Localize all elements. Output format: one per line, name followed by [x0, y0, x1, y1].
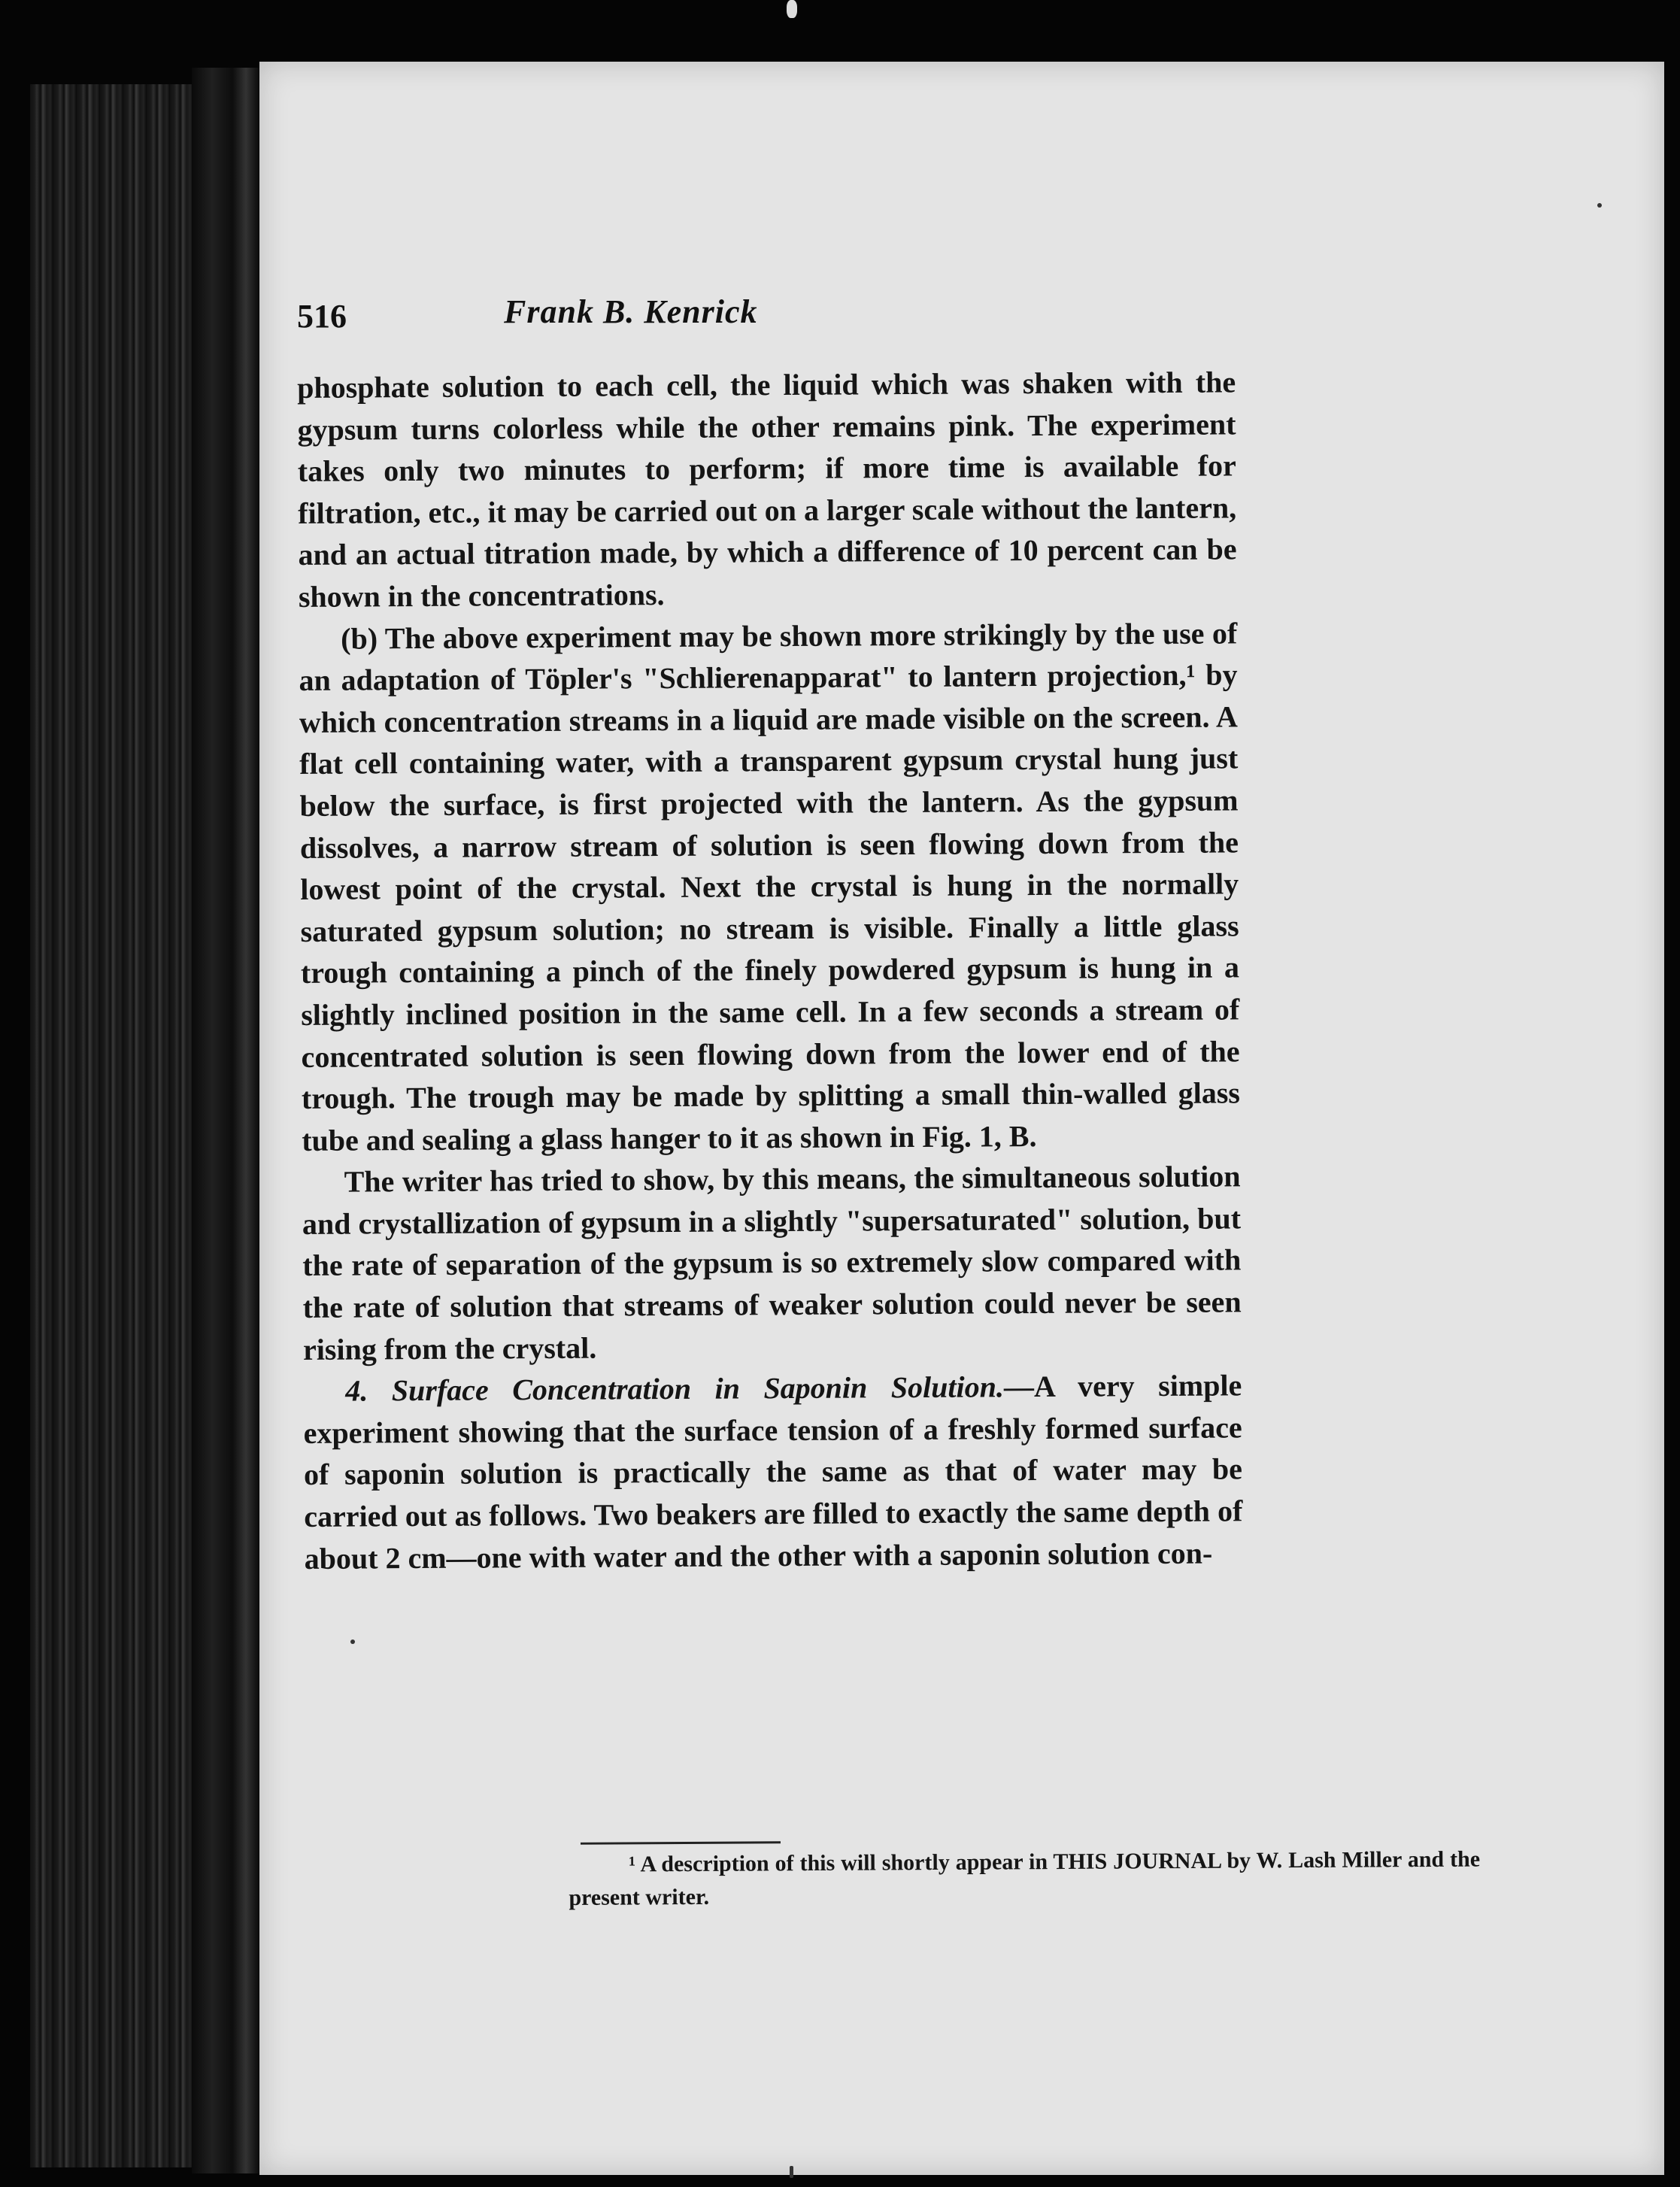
running-head: Frank B. Kenrick	[504, 293, 758, 330]
scan-fleck	[350, 1639, 355, 1644]
paragraph-4-text: —A very simple experiment showing that the surface tension of a freshly formed surface of saponin solution is practically the same as that of water may be carried out as follows. Two beakers are filled to exactly the same depth of about 2 cm—one with water and the other with a saponin solution con-	[303, 1368, 1243, 1576]
page-header	[297, 293, 1124, 350]
paragraph-1: phosphate solution to each cell, the liquid which was shaken with the gypsum turns colorless while the other remains pink. The experiment takes only two minutes to perform; if more time is available for filtration, etc., it may be carried out on a larger scale without the lantern, and an actual titration made, by which a difference of 10 percent can be shown in the concentrations.	[297, 365, 1237, 614]
footnote	[569, 1843, 1481, 1915]
scan-fleck	[790, 2166, 793, 2178]
paragraph-2: (b) The above experiment may be shown more strikingly by the use of an adaptation of Töpler's "Schlierenapparat" to lantern projection,¹ by which concentration streams in a liquid are made visible on the screen. A flat cell containing water, with a transparent gypsum crystal hung just below the surface, is first projected with the lantern. As the gypsum dissolves, a narrow stream of solution is seen flowing down from the lowest point of the crystal. Next the crystal is hung in the normally saturated gypsum solution; no stream is visible. Finally a little glass trough containing a pinch of the finely powdered gypsum is hung in a slightly inclined position in the same cell. In a few seconds a stream of concentrated solution is seen flowing down from the lower end of the trough. The trough may be made by splitting a small thin-walled glass tube and sealing a glass hanger to it as shown in Fig. 1, B.	[299, 615, 1241, 1157]
section-heading: 4. Surface Concentration in Saponin Solution.	[345, 1370, 1005, 1408]
page-number: 516	[297, 298, 347, 335]
footnote-text: ¹ A description of this will shortly appear in THIS JOURNAL by W. Lash Miller and the present writer.	[569, 1846, 1481, 1910]
body-text	[297, 361, 1243, 1579]
binding-shadow	[192, 68, 259, 2173]
paragraph-3: The writer has tried to show, by this means, the simultaneous solution and crystallization of gypsum in a slightly "supersaturated" solution, but the rate of separation of the gypsum is so extremely slow compared with the rate of solution that streams of weaker solution could never be seen rising from the crystal.	[302, 1159, 1242, 1366]
scan-fleck	[1597, 203, 1602, 208]
scan-fleck	[787, 0, 797, 18]
paragraph-4	[303, 1365, 1243, 1580]
